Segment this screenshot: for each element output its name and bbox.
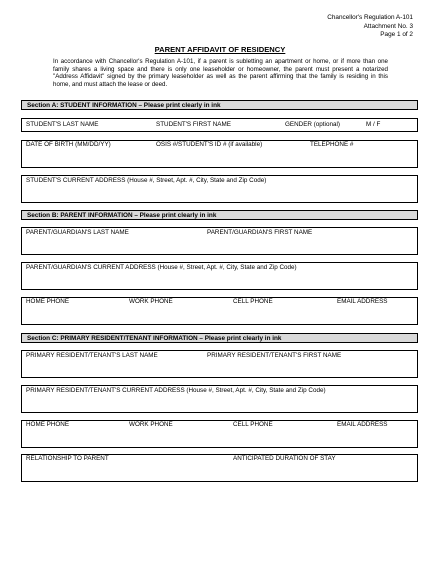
parent-cell-phone-label: CELL PHONE bbox=[233, 298, 273, 305]
telephone-label: TELEPHONE # bbox=[310, 141, 354, 148]
parent-last-name-label: PARENT/GUARDIAN'S LAST NAME bbox=[26, 229, 129, 236]
parent-first-name-label: PARENT/GUARDIAN'S FIRST NAME bbox=[207, 229, 313, 236]
tenant-phone-row[interactable] bbox=[21, 420, 418, 448]
student-name-row[interactable] bbox=[21, 118, 418, 132]
gender-options[interactable]: M / F bbox=[366, 121, 381, 128]
student-address-label: STUDENT'S CURRENT ADDRESS (House #, Street, Apt. #, City, State and Zip Code) bbox=[26, 177, 267, 184]
document-title: PARENT AFFIDAVIT OF RESIDENCY bbox=[154, 45, 286, 54]
section-a-heading: Section A: STUDENT INFORMATION – Please print clearly in ink bbox=[21, 100, 418, 110]
regulation-reference: Chancellor's Regulation A-101 bbox=[327, 14, 413, 21]
tenant-relationship-row[interactable] bbox=[21, 454, 418, 482]
duration-label: ANTICIPATED DURATION OF STAY bbox=[233, 455, 336, 462]
student-dob-row[interactable] bbox=[21, 140, 418, 168]
tenant-last-name-label: PRIMARY RESIDENT/TENANT'S LAST NAME bbox=[26, 352, 158, 359]
intro-paragraph: In accordance with Chancellor's Regulation A-101, if a parent is subletting an apartment or home, or if more than one family shares a living space and there is only one leaseholder or homeowner, the parent must present a notarized "Address Affidavit" signed by the primary leaseholder as well as the parent affirming that the family is residing in this home, and must attach the lease or deed. bbox=[53, 58, 388, 88]
date-of-birth-label: DATE OF BIRTH (MM/DD/YY) bbox=[26, 141, 111, 148]
parent-email-label: EMAIL ADDRESS bbox=[337, 298, 388, 305]
page-number: Page 1 of 2 bbox=[380, 31, 413, 39]
parent-work-phone-label: WORK PHONE bbox=[129, 298, 173, 305]
parent-home-phone-label: HOME PHONE bbox=[26, 298, 70, 305]
section-b-heading: Section B: PARENT INFORMATION – Please print clearly in ink bbox=[21, 210, 418, 220]
section-c-heading: Section C: PRIMARY RESIDENT/TENANT INFORMATION – Please print clearly in ink bbox=[21, 333, 418, 343]
tenant-name-row[interactable] bbox=[21, 350, 418, 378]
parent-phone-row[interactable] bbox=[21, 297, 418, 325]
tenant-address-row[interactable] bbox=[21, 385, 418, 413]
tenant-cell-phone-label: CELL PHONE bbox=[233, 421, 273, 428]
student-address-row[interactable] bbox=[21, 175, 418, 203]
parent-name-row[interactable] bbox=[21, 227, 418, 255]
tenant-address-label: PRIMARY RESIDENT/TENANT'S CURRENT ADDRESS (House #, Street, Apt. #, City, State and Zip Code) bbox=[26, 387, 326, 394]
parent-address-label: PARENT/GUARDIAN'S CURRENT ADDRESS (House #, Street, Apt. #, City, State and Zip Code) bbox=[26, 264, 297, 271]
tenant-first-name-label: PRIMARY RESIDENT/TENANT'S FIRST NAME bbox=[207, 352, 342, 359]
tenant-work-phone-label: WORK PHONE bbox=[129, 421, 173, 428]
regulation-header bbox=[327, 14, 413, 40]
tenant-email-label: EMAIL ADDRESS bbox=[337, 421, 388, 428]
student-first-name-label: STUDENT'S FIRST NAME bbox=[156, 121, 231, 128]
relationship-label: RELATIONSHIP TO PARENT bbox=[26, 455, 109, 462]
attachment-number: Attachment No. 3 bbox=[363, 22, 413, 30]
parent-address-row[interactable] bbox=[21, 262, 418, 290]
osis-id-label: OSIS #/STUDENT'S ID # (if available) bbox=[156, 141, 263, 148]
tenant-home-phone-label: HOME PHONE bbox=[26, 421, 70, 428]
student-last-name-label: STUDENT'S LAST NAME bbox=[26, 121, 99, 128]
gender-label: GENDER (optional) bbox=[285, 121, 340, 128]
